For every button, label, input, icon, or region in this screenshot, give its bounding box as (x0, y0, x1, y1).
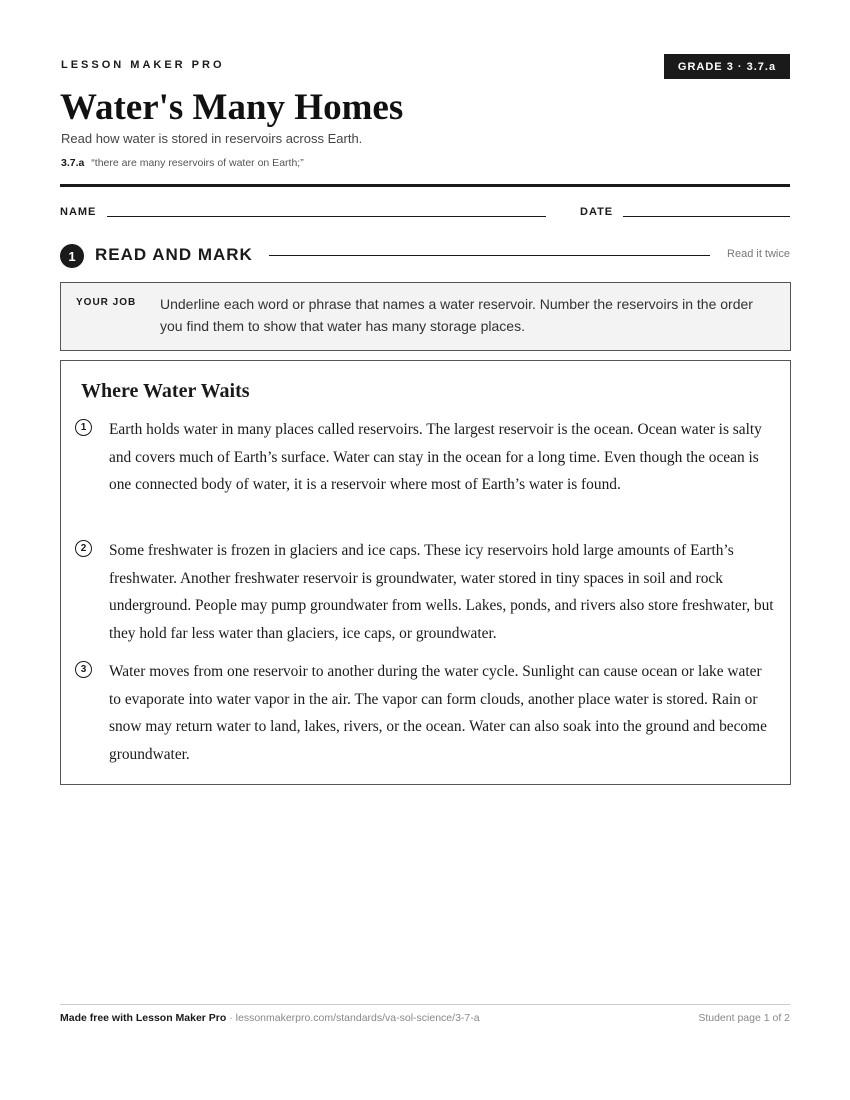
header-divider (60, 184, 790, 187)
standard-text: “there are many reservoirs of water on Earth;” (91, 157, 304, 169)
page-title: Water's Many Homes (60, 87, 404, 128)
section-header (60, 243, 790, 267)
paragraph-number: 2 (75, 540, 92, 557)
name-field[interactable] (107, 216, 546, 217)
paragraph-number: 1 (75, 419, 92, 436)
instructions-text: Underline each word or phrase that names a water reservoir. Number the reservoirs in the order you find them to show that water has many storage places. (160, 296, 753, 334)
paragraph-text: Earth holds water in many places called reservoirs. The largest reservoir is the ocean. Ocean water is salty and covers much of Earth’s surface. Water can stay in the ocean for a long time. Even though the ocean is one connected body of water, it is a reservoir where most of Earth’s water is found. (109, 421, 762, 493)
paragraph-text: Water moves from one reservoir to another during the water cycle. Sunlight can cause ocean or lake water to evaporate into water vapor in the air. The vapor can form clouds, another place water is stored. Rain or snow may return water to land, lakes, rivers, or the ocean. Water can also soak into the ground and become groundwater. (109, 663, 767, 763)
instructions-box (60, 282, 791, 351)
brand-name: LESSON MAKER PRO (61, 59, 225, 71)
footer-page-number: Student page 1 of 2 (698, 1012, 790, 1024)
section-number-badge: 1 (60, 244, 84, 268)
date-field[interactable] (623, 216, 790, 217)
date-label: DATE (580, 206, 614, 218)
paragraph-text: Some freshwater is frozen in glaciers and ice caps. These icy reservoirs hold large amounts of Earth’s freshwater. Another freshwater reservoir is groundwater, water stored in tiny spaces in soil and rock underground. People may pump groundwater from wells. Lakes, ponds, and rivers also store freshwater, but they hold far less water than glaciers, ice caps, or groundwater. (109, 542, 774, 642)
instructions-label: YOUR JOB (76, 297, 137, 308)
page-subtitle: Read how water is stored in reservoirs across Earth. (61, 131, 363, 146)
paragraph-number: 3 (75, 661, 92, 678)
footer-credit (60, 1012, 480, 1024)
grade-badge: GRADE 3 · 3.7.a (664, 54, 790, 79)
footer-url[interactable]: · lessonmakerpro.com/standards/va-sol-science/3-7-a (226, 1012, 480, 1024)
passage-title: Where Water Waits (81, 380, 250, 402)
section-title: READ AND MARK (95, 245, 253, 264)
section-hint: Read it twice (727, 248, 790, 260)
footer-divider (60, 1004, 790, 1005)
reading-passage (60, 360, 791, 785)
section-divider (269, 255, 710, 256)
standard-line (61, 157, 304, 169)
standard-code: 3.7.a (61, 157, 85, 169)
name-label: NAME (60, 206, 97, 218)
footer-made-with: Made free with Lesson Maker Pro (60, 1012, 227, 1024)
